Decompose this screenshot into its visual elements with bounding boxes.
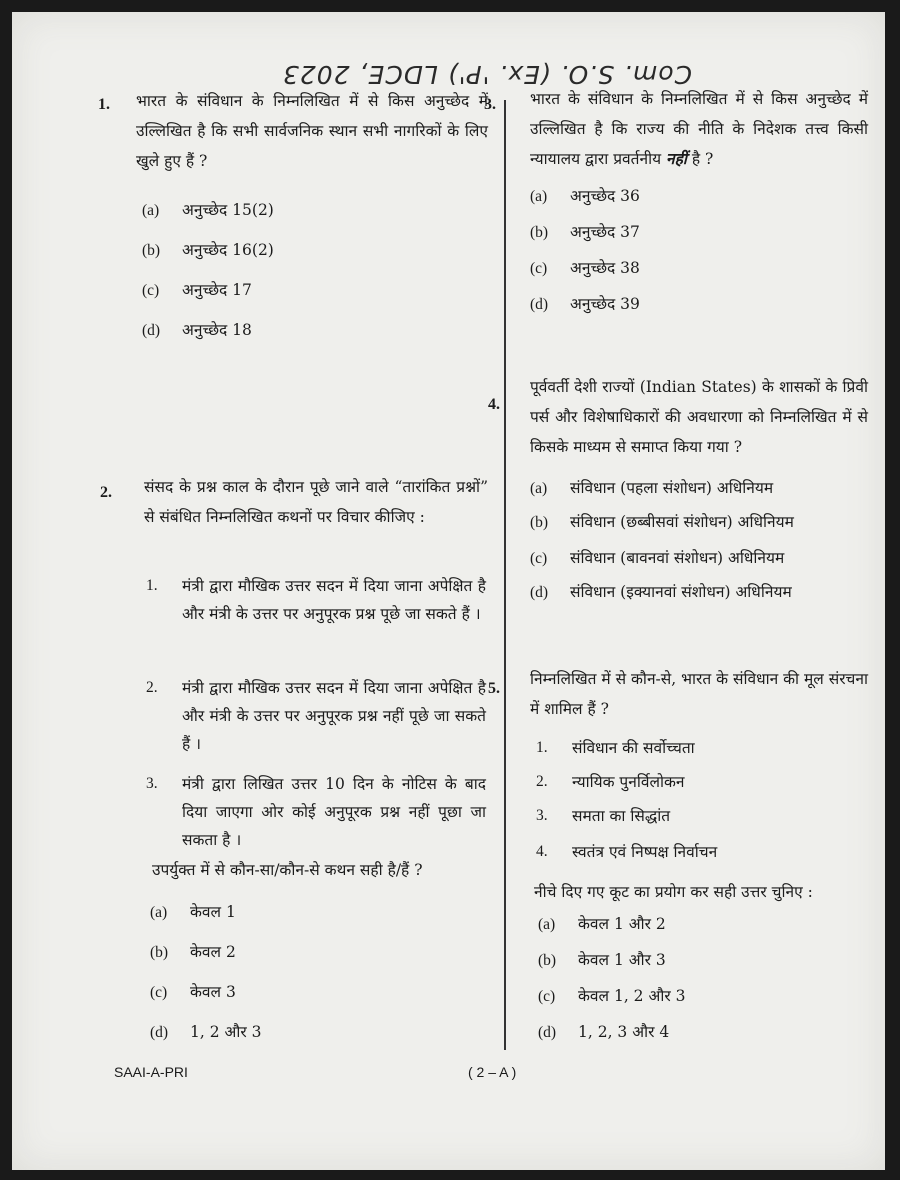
option-text: केवल 1 और 3: [578, 951, 666, 969]
option-label: (d): [530, 296, 549, 313]
option-d: [150, 1020, 262, 1042]
option-label: (d): [538, 1024, 557, 1041]
question-text: भारत के संविधान के निम्नलिखित में से किस अनुच्छेद में उल्लिखित है कि सभी सार्वजनिक स्थान सभी नागरिकों के लिए खुले हुए हैं ?: [136, 92, 488, 170]
option-c: [530, 546, 784, 568]
option-d: [530, 580, 792, 602]
option-d: [142, 318, 252, 340]
option-label: (b): [538, 952, 557, 969]
statement-3: [146, 770, 488, 854]
option-label: (a): [142, 202, 160, 219]
option-text: अनुच्छेद 39: [570, 295, 640, 313]
question-number: 5.: [488, 680, 500, 697]
option-text: संविधान (पहला संशोधन) अधिनियम: [570, 479, 774, 497]
question-number: 2.: [100, 484, 112, 501]
option-label: (b): [530, 514, 549, 531]
statement-3: [536, 802, 856, 832]
option-text: संविधान (बावनवां संशोधन) अधिनियम: [570, 549, 785, 567]
option-label: (d): [530, 584, 549, 601]
statement-2: [146, 674, 488, 758]
option-label: (b): [150, 944, 169, 961]
question-text: संसद के प्रश्न काल के दौरान पूछे जाने वाले “तारांकित प्रश्नों” से संबंधित निम्नलिखित कथनों पर विचार कीजिए :: [144, 478, 488, 526]
statement-text: न्यायिक पुनर्विलोकन: [572, 773, 685, 791]
handwritten-note: Com. S.O. (Ex. 'P') LDCE, 2023: [281, 60, 693, 89]
option-text: 1, 2 और 3: [190, 1023, 262, 1041]
option-label: (d): [150, 1024, 169, 1041]
option-label: (c): [530, 550, 548, 567]
option-text: केवल 3: [190, 983, 236, 1001]
option-b: [142, 238, 274, 260]
option-b: [150, 940, 236, 962]
option-text: 1, 2, 3 और 4: [578, 1023, 670, 1041]
statement-2: [536, 768, 856, 798]
question-prompt: नीचे दिए गए कूट का प्रयोग कर सही उत्तर चुनिए :: [534, 883, 813, 901]
statement-number: 3.: [536, 807, 548, 824]
option-label: (b): [530, 224, 549, 241]
question-number: 3.: [484, 96, 496, 113]
option-b: [538, 948, 666, 970]
option-text: संविधान (छब्बीसवां संशोधन) अधिनियम: [570, 513, 794, 531]
statement-text: संविधान की सर्वोच्चता: [572, 739, 695, 757]
statement-number: 2.: [536, 773, 548, 790]
option-c: [538, 984, 685, 1006]
option-text: केवल 1: [190, 903, 236, 921]
option-d: [538, 1020, 669, 1042]
paper-code: SAAI-A-PRI: [114, 1064, 188, 1080]
option-b: [530, 510, 794, 532]
option-label: (c): [142, 282, 160, 299]
option-text: अनुच्छेद 15(2): [182, 201, 274, 219]
question-text-emphasis: नहीं: [666, 149, 687, 168]
statement-text: मंत्री द्वारा मौखिक उत्तर सदन में दिया जाना अपेक्षित है और मंत्री के उत्तर पर अनुपूरक प्रश्न नहीं पूछे जा सकते हैं ।: [182, 679, 486, 753]
option-text: केवल 2: [190, 943, 236, 961]
option-c: [530, 256, 640, 278]
statement-1: [146, 572, 488, 656]
statement-number: 3.: [146, 775, 158, 792]
option-label: (a): [530, 480, 548, 497]
option-label: (d): [142, 322, 161, 339]
option-label: (a): [530, 188, 548, 205]
column-divider: [504, 100, 506, 1050]
option-label: (c): [150, 984, 168, 1001]
statement-1: [536, 734, 856, 764]
question-prompt: उपर्युक्त में से कौन-सा/कौन-से कथन सही है/हैं ?: [152, 861, 423, 879]
question-text-main: भारत के संविधान के निम्नलिखित में से किस अनुच्छेद में उल्लिखित है कि राज्य की नीति के निदेशक तत्त्व किसी न्यायालय द्वारा प्रवर्तनीय: [530, 90, 868, 168]
option-label: (c): [530, 260, 548, 277]
statement-number: 2.: [146, 679, 158, 696]
statement-number: 1.: [146, 577, 158, 594]
question-text: पूर्ववर्ती देशी राज्यों (Indian States) के शासकों के प्रिवी पर्स और विशेषाधिकारों की अवधारणा को निम्नलिखित में से किसके माध्यम से समाप्त किया गया ?: [530, 378, 868, 456]
option-text: अनुच्छेद 38: [570, 259, 640, 277]
statement-number: 4.: [536, 843, 548, 860]
statement-text: स्वतंत्र एवं निष्पक्ष निर्वाचन: [572, 843, 718, 861]
option-a: [530, 184, 640, 206]
question-text: [530, 84, 868, 174]
statement-text: समता का सिद्धांत: [572, 807, 671, 825]
statement-text: मंत्री द्वारा लिखित उत्तर 10 दिन के नोटिस के बाद दिया जाएगा ओर कोई अनुपूरक प्रश्न नहीं पूछा जा सकता है ।: [182, 775, 486, 849]
option-a: [150, 900, 236, 922]
option-text: संविधान (इक्यानवां संशोधन) अधिनियम: [570, 583, 792, 601]
option-label: (b): [142, 242, 161, 259]
question-number: 1.: [98, 96, 110, 113]
option-text: केवल 1 और 2: [578, 915, 666, 933]
exam-page: [12, 12, 885, 1170]
statement-4: [536, 838, 856, 868]
question-text: निम्नलिखित में से कौन-से, भारत के संविधान की मूल संरचना में शामिल हैं ?: [530, 670, 868, 718]
option-a: [538, 912, 666, 934]
option-label: (a): [150, 904, 168, 921]
option-label: (a): [538, 916, 556, 933]
option-text: केवल 1, 2 और 3: [578, 987, 686, 1005]
option-c: [150, 980, 236, 1002]
page-number: ( 2 – A ): [468, 1064, 517, 1080]
option-text: अनुच्छेद 17: [182, 281, 252, 299]
option-a: [142, 198, 274, 220]
option-text: अनुच्छेद 36: [570, 187, 640, 205]
option-text: अनुच्छेद 18: [182, 321, 252, 339]
option-label: (c): [538, 988, 556, 1005]
option-a: [530, 476, 773, 498]
option-text: अनुच्छेद 16(2): [182, 241, 274, 259]
question-text-end: है ?: [691, 150, 714, 168]
question-number: 4.: [488, 396, 500, 413]
statement-text: मंत्री द्वारा मौखिक उत्तर सदन में दिया जाना अपेक्षित है और मंत्री के उत्तर पर अनुपूरक प्रश्न पूछे जा सकते हैं ।: [182, 577, 486, 623]
option-b: [530, 220, 640, 242]
option-text: अनुच्छेद 37: [570, 223, 640, 241]
option-d: [530, 292, 640, 314]
statement-number: 1.: [536, 739, 548, 756]
option-c: [142, 278, 252, 300]
